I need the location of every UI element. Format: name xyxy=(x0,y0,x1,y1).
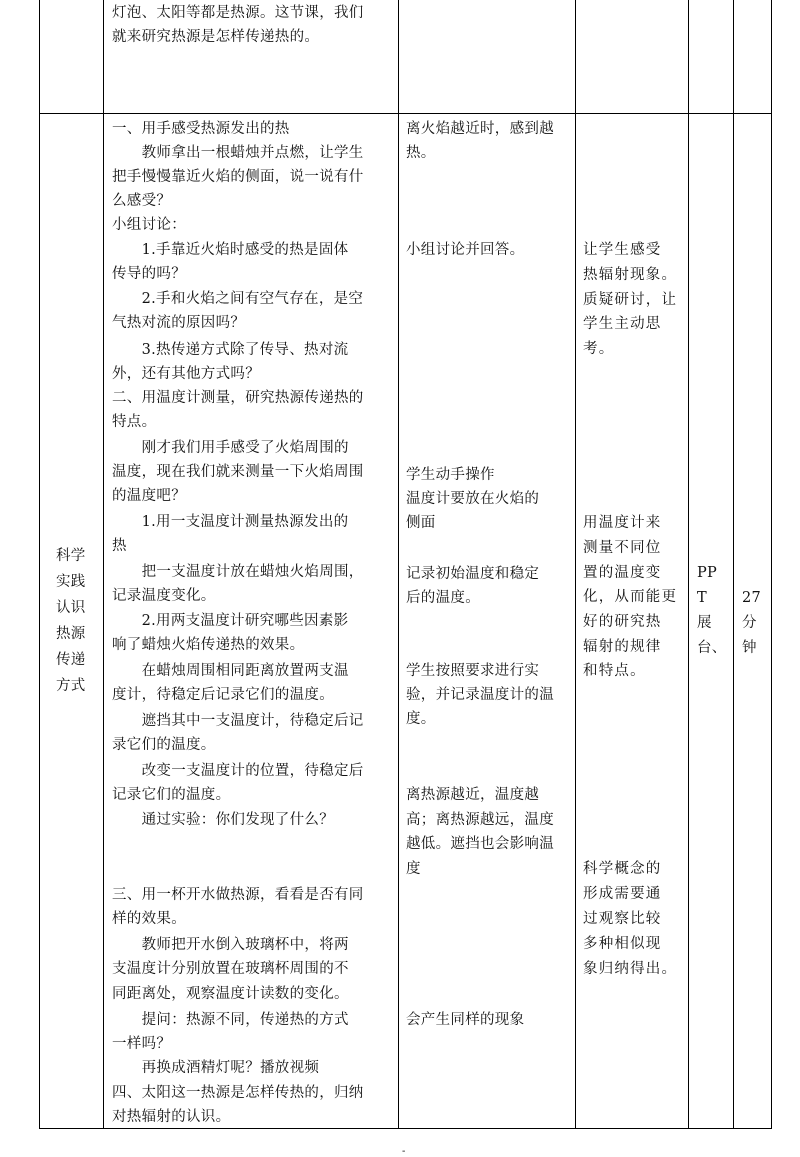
column-divider-2 xyxy=(398,0,399,1129)
design-intent-line: 科学概念的 xyxy=(583,861,662,877)
design-intent-line: 让学生感受 xyxy=(583,242,662,258)
design-intent-line: 过观察比较 xyxy=(583,911,662,927)
section-label-line: 实践 xyxy=(56,574,86,590)
table-border-right xyxy=(771,0,772,1129)
time-line: 27 xyxy=(742,590,762,606)
column-divider-1 xyxy=(103,0,104,1129)
teacher-activity-line: 3.热传递方式除了传导、热对流 xyxy=(112,342,349,358)
design-intent-line: 化，从而能更 xyxy=(583,589,678,605)
design-intent-line: 学生主动思 xyxy=(583,316,662,332)
design-intent-line: 多种相似现 xyxy=(583,936,662,952)
teacher-activity-line: 2.用两支温度计研究哪些因素影 xyxy=(112,613,349,629)
media-line: 展 xyxy=(697,615,712,631)
teacher-activity-line: 教师拿出一根蜡烛并点燃，让学生 xyxy=(112,145,364,161)
student-activity-line: 越低。遮挡也会影响温 xyxy=(406,836,554,852)
teacher-activity-line: 支温度计分别放置在玻璃杯周围的不 xyxy=(112,961,349,977)
design-intent-line: 质疑研讨，让 xyxy=(583,292,678,308)
teacher-activity-line: 1.用一支温度计测量热源发出的 xyxy=(112,514,349,530)
design-intent-line: 考。 xyxy=(583,341,615,357)
teacher-activity-line: 提问：热源不同，传递热的方式 xyxy=(112,1012,349,1028)
student-activity-line: 度。 xyxy=(406,711,436,727)
teacher-activity-line: 小组讨论： xyxy=(112,217,186,233)
section-label-line: 方式 xyxy=(56,678,86,694)
teacher-activity-line: 响了蜡烛火焰传递热的效果。 xyxy=(112,637,305,653)
teacher-activity-line: 再换成酒精灯呢？播放视频 xyxy=(112,1060,320,1076)
student-activity-line: 离火焰越近时，感到越 xyxy=(406,121,554,137)
student-activity-line: 小组讨论并回答。 xyxy=(406,242,525,258)
teacher-activity-line: 温度，现在我们就来测量一下火焰周围 xyxy=(112,464,364,480)
teacher-activity-line: 记录它们的温度。 xyxy=(112,787,231,803)
teacher-activity-line: 四、太阳这一热源是怎样传热的，归纳 xyxy=(112,1085,364,1101)
student-activity-line: 度 xyxy=(406,861,421,877)
teacher-activity-line: 气热对流的原因吗？ xyxy=(112,315,246,331)
page-number: - xyxy=(402,1146,406,1157)
teacher-activity-line: 1.手靠近火焰时感受的热是固体 xyxy=(112,242,349,258)
student-activity-line: 热。 xyxy=(406,145,436,161)
time-line: 分 xyxy=(742,615,757,631)
teacher-activity-line: 对热辐射的认识。 xyxy=(112,1109,231,1125)
teacher-activity-line: 热 xyxy=(112,538,127,554)
teacher-activity-line: 同距离处，观察温度计读数的变化。 xyxy=(112,986,349,1002)
section-label-line: 科学 xyxy=(56,548,86,564)
student-activity-line: 会产生同样的现象 xyxy=(406,1012,525,1028)
teacher-activity-line: 特点。 xyxy=(112,414,157,430)
teacher-activity-line: 二、用温度计测量，研究热源传递热的 xyxy=(112,390,364,406)
media-line: 台、 xyxy=(697,640,727,656)
teacher-activity-line: 的温度吧？ xyxy=(112,488,186,504)
student-activity-line: 离热源越近，温度越 xyxy=(406,787,540,803)
teacher-activity-line: 一样吗？ xyxy=(112,1036,172,1052)
time-line: 钟 xyxy=(742,640,757,656)
teacher-activity-line: 把手慢慢靠近火焰的侧面，说一说有什 xyxy=(112,169,364,185)
section-label-line: 热源 xyxy=(56,626,86,642)
design-intent-line: 和特点。 xyxy=(583,663,646,679)
student-activity-line: 高；离热源越远，温度 xyxy=(406,812,554,828)
teacher-activity-line: 度计，待稳定后记录它们的温度。 xyxy=(112,687,334,703)
section-label-line: 传递 xyxy=(56,652,86,668)
column-divider-3 xyxy=(575,0,576,1129)
design-intent-line: 用温度计来 xyxy=(583,515,662,531)
teacher-activity-line: 改变一支温度计的位置，待稳定后 xyxy=(112,763,364,779)
intro-line: 就来研究热源是怎样传递热的。 xyxy=(112,29,320,45)
teacher-activity-line: 刚才我们用手感受了火焰周围的 xyxy=(112,440,349,456)
design-intent-line: 好的研究热 xyxy=(583,614,662,630)
teacher-activity-line: 录它们的温度。 xyxy=(112,737,216,753)
teacher-activity-line: 外，还有其他方式吗？ xyxy=(112,366,260,382)
column-divider-5 xyxy=(733,0,734,1129)
design-intent-line: 热辐射现象。 xyxy=(583,267,678,283)
student-activity-line: 侧面 xyxy=(406,515,436,531)
design-intent-line: 辐射的规律 xyxy=(583,639,662,655)
teacher-activity-line: 通过实验：你们发现了什么？ xyxy=(112,812,334,828)
teacher-activity-line: 记录温度变化。 xyxy=(112,588,216,604)
media-line: T xyxy=(697,590,707,606)
student-activity-line: 学生动手操作 xyxy=(406,467,495,483)
student-activity-line: 学生按照要求进行实 xyxy=(406,663,540,679)
teacher-activity-line: 传导的吗？ xyxy=(112,266,186,282)
student-activity-line: 验，并记录温度计的温 xyxy=(406,687,554,703)
design-intent-line: 象归纳得出。 xyxy=(583,961,678,977)
teacher-activity-line: 教师把开水倒入玻璃杯中，将两 xyxy=(112,937,349,953)
teacher-activity-line: 2.手和火焰之间有空气存在，是空 xyxy=(112,291,364,307)
media-line: PP xyxy=(697,565,718,581)
teacher-activity-line: 三、用一杯开水做热源，看看是否有同 xyxy=(112,887,364,903)
section-label-line: 认识 xyxy=(56,600,86,616)
teacher-activity-line: 一、用手感受热源发出的热 xyxy=(112,121,290,137)
row-divider xyxy=(39,113,772,114)
student-activity-line: 记录初始温度和稳定 xyxy=(406,566,540,582)
teacher-activity-line: 遮挡其中一支温度计，待稳定后记 xyxy=(112,713,364,729)
column-divider-4 xyxy=(688,0,689,1129)
teacher-activity-line: 么感受？ xyxy=(112,193,172,209)
student-activity-line: 温度计要放在火焰的 xyxy=(406,491,540,507)
teacher-activity-line: 样的效果。 xyxy=(112,911,186,927)
student-activity-line: 后的温度。 xyxy=(406,590,480,606)
teacher-activity-line: 在蜡烛周围相同距离放置两支温 xyxy=(112,663,349,679)
teacher-activity-line: 把一支温度计放在蜡烛火焰周围， xyxy=(112,564,364,580)
design-intent-line: 形成需要通 xyxy=(583,886,662,902)
intro-line: 灯泡、太阳等都是热源。这节课，我们 xyxy=(112,5,364,21)
design-intent-line: 置的温度变 xyxy=(583,565,662,581)
table-border-left xyxy=(39,0,40,1129)
design-intent-line: 测量不同位 xyxy=(583,540,662,556)
